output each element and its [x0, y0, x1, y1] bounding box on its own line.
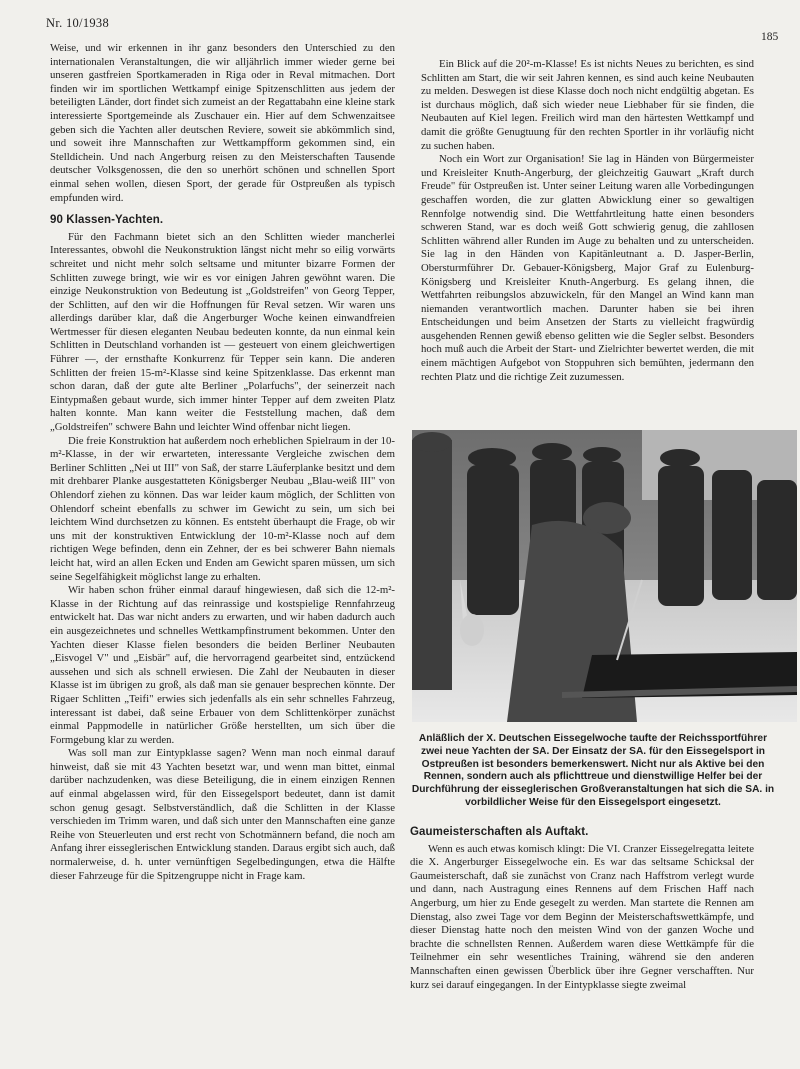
page-number: 185 — [761, 31, 779, 43]
paragraph-12m-klasse: Wir haben schon früher einmal darauf hingewiesen, daß sich die 12-m²-Klasse in der Richtung auf das reinrassige und kostspielige Rennfahrzeug entwickelt hat. Das war nicht anders zu erwarten, und wir haben dadurch auch ein ausgezeichnetes und schnelles Wettkampfinstrument bekommen. Unter den Yachten dieser Klasse fielen besonders die beiden Berliner Neubauten „Eisvogel V" und „Eisbär" auf, die hervorragend gearbeitet sind, entzückend aussehen und sich als schnell erwiesen. Die Zahl der Neubauten in dieser Klasse ist im übrigen zu groß, als daß man sie genauer besprechen könnte. Der Rigaer Schlitten „Teifi" erwies sich jedenfalls als ein sehr schnelles Fahrzeug, interessant ist dabei, daß seine Erbauer von dem Schlittenkörper zunächst einmal Pappmodelle in natürlicher Größe herstellten, um sich über die Formgebung klar zu werden. — [50, 584, 395, 746]
paragraph-organisation: Noch ein Wort zur Organisation! Sie lag in Händen von Bürgermeister und Kreisleiter Knuth-Angerburg, der gleichzeitig Gauwart „Kraft durch Freude" für Ostpreußen ist. Unter seiner Leitung waren alle Vorbedingungen geschaffen worden, die zur glatten Abwicklung einer so gewaltigen Rennfolge notwendig sind. Die Wettfahrtleitung hatte einen besonders schweren Stand, war es doch weiß Gott schwierig genug, die zahllosen Schlitten während aller Runden im Auge zu behalten und zu unterscheiden. Sie lag in den Händen von Kapitänleutnant a. D. Jasper-Berlin, Obersturmführer Dr. Gebauer-Königsberg, Major Graf zu Eulenburg-Königsberg und Kreisleiter Knuth-Angerburg. Es gelang ihnen, die Wettfahrten reibungslos abzuwickeln, für den Mangel an Wind kann man niemanden verantwortlich machen. Darunter haben sie bei ihren Entscheidungen und beim Ansetzen der Starts zu vielleicht fragwürdig ausgehenden Rennen gewiß ebenso gelitten wie die Segler selbst. Besonders hoch muß auch die Arbeit der Start- und Zielrichter bewertet werden, die mit einem mächtigen Aufgebot von Stoppuhren sich bemühten, jedermann den rechten Platz und die richtige Zeit zuzumessen. — [421, 153, 754, 383]
photo-illustration — [412, 430, 797, 722]
photo-caption: Anläßlich der X. Deutschen Eissegelwoche taufte der Reichssportführer zwei neue Yachten der SA. Der Einsatz der SA. für den Eissegelsport in Ostpreußen ist besonders bemerkenswert. Nicht nur als Aktive bei den Rennen, sondern auch als pflichttreue und dienstwillige Helfer bei der Durchführung der eisseglerischen Großveranstaltungen hat sich die SA. in vorbildlicher Weise für den Eissegelsport eingesetzt. — [411, 733, 775, 808]
paragraph-20m-klasse: Ein Blick auf die 20²-m-Klasse! Es ist nichts Neues zu berichten, es sind Schlitten am Start, die wir seit Jahren kennen, es sind auch keine Neubauten zu melden. Deswegen ist diese Klasse doch noch nicht endgültig abgetan. Es ist durchaus möglich, daß sich wieder neue Liebhaber für sie finden, die Neubauten auf Kiel legen. Freilich wird man den härtesten Wettkampf und damit die größte Genugtuung für den rechten Sportler in ihr vorläufig nicht zu suchen haben. — [421, 58, 754, 152]
left-column — [50, 42, 395, 883]
christening-photo — [412, 430, 797, 722]
section-heading-yachts: 90 Klassen-Yachten. — [50, 214, 164, 227]
paragraph-eintypklasse: Was soll man zur Eintypklasse sagen? Wenn man noch einmal darauf hinweist, daß sie mit 43 Yachten besetzt war, und wenn man bittet, einmal darüber nachzudenken, was diese Beteiligung, die in einem einzigen Rennen auf einmal abgelassen wird, für den Eissegelsport bedeutet, dann ist damit schon genug gesagt. Selbstverständlich, daß die Schlitten in der Klasse verschieden im Trimm waren, und daß sich unter den Mannschaften eine ganze Reihe von Steuerleuten und erst recht von Schotmännern befand, die noch am Anfang ihrer eisseglerischen Entwicklung standen. Daraus ergibt sich auch, daß normalerweise, d. h. unter vernünftigen Segelbedingungen, etwa die Hälfte dieser Fahrzeuge für die Spitzengruppe nicht in Frage kam. — [50, 747, 395, 882]
issue-number: Nr. 10/1938 — [46, 16, 110, 30]
intro-paragraph: Weise, und wir erkennen in ihr ganz besonders den Unterschied zu den internationalen Veranstaltungen, die wir alljährlich immer wieder gerne bei unseren gastfreien Sportkameraden in Riga oder in Reval mitmachen. Dort finden wir im sportlichen Wettkampf einige Spitzenschlitten aus jedem der beteiligten Länder, dort findet sich zumeist an der Regattabahn eine kleine stark interessierte Sportgemeinde als Zuschauer ein. Hier auf dem Schwenzaitsee geben sich die Yachten aller deutschen Reviere, soweit sie abkömmlich sind, und soweit ihre Mannschaften zur Wettkampfform gekommen sind, ein Stelldichein. Und nach Angerburg reisen zu den Meisterschaften Tausende deutscher Volksgenossen, die den so unerhört schönen und schnellen Sport einmal sehen wollen, diesen Sport, der gerade für Ostpreußen als typisch empfunden wird. — [50, 42, 395, 204]
paragraph-freie-konstruktion: Die freie Konstruktion hat außerdem noch erheblichen Spielraum in der 10-m²-Klasse, in der wir erwarteten, interessante Vergleiche zwischen dem Berliner Schlitten „Nei ut III" von Saß, der starre Läuferplanke besitzt und dem mit drehbarer Planke ausgestatteten Königsberger Neubau „Blau-weiß III" von Ohlendorf ziehen zu können. Das war leider kaum möglich, der Schlitten von Ohlendorf scheint ebenfalls zu schwer im Gewicht zu sein, um sich bei leichtem Wind durchsetzen zu können. Es entsteht überhaupt die Frage, ob wir uns mit der konstruktiven Entwicklung der 10-m²-Klasse noch auf dem richtigen Wege befinden, denn ein Zehner, der es bei schwerer Bahn niemals leicht hat, wird an allen Ecken und Enden am Gewicht sparen müssen, um sich seine Segelfähigkeit möglichst lange zu erhalten. — [50, 434, 395, 583]
paragraph-fachmann: Für den Fachmann bietet sich an den Schlitten wieder mancherlei Interessantes, obwohl die Neukonstruktion längst nicht mehr so eilig vorwärts schreitet und nicht mehr solch seltsame und mitunter bizarre Formen der Schlitten zuwege bringt, wie wir es vor einigen Jahren gewöhnt waren. Die einzige Neukonstruktion von Bedeutung ist „Goldstreifen" von Georg Tepper, der Schlitten, auf den wir die Hoffnungen für Reval setzen. Wir waren uns allerdings darüber klar, daß die Angerburger Woche keinen einwandfreien Wertmesser für diesen eleganten Neubau bedeuten konnte, da nun einmal kein Schlitten in Deutschland vorhanden ist — gesteuert von einem gleichwertigen Führer —, der ernsthafte Konkurrenz für Tepper sein kann. Die anderen Schlitten der freien 15-m²-Klasse sind keine Spitzenklasse. Das erkennt man schon daran, daß der gute alte Berliner „Polarfuchs", der seinerzeit nach Eintypmaßen gebaut wurde, sich immer hinter Tepper auf dem zweiten Platz halten konnte. Man kann weiter die Feststellung machen, daß dem „Goldstreifen" schwere Bahn und leichter Wind offenbar nicht liegen. — [50, 230, 395, 434]
right-column-top — [421, 58, 754, 384]
right-column-bottom — [410, 826, 754, 992]
section-heading-gaumeisterschaften: Gaumeisterschaften als Auftakt. — [410, 826, 589, 838]
paragraph-cranzer-regatta: Wenn es auch etwas komisch klingt: Die VI. Cranzer Eissegelregatta leitete die X. Angerburger Eissegelwoche ein. Es war das seltsame Schicksal der Gaumeisterschaft, daß sie zunächst von Cranz nach Haffstrom verlegt wurde und dann, nach Austragung eines Rennens auf dem Frischen Haff nach Angerburg, um hier zu Ende gesegelt zu werden. Man startete die Rennen am Dienstag, also zwei Tage vor dem Beginn der Meisterschaftswettkämpfe, und dieser Dienstag hatte noch den meisten Wind von der ganzen Woche und brachte die schnellsten Rennen. Außerdem waren diese Wettkämpfe für die Teilnehmer ein sehr wesentliches Training, während sie den anderen Mannschaften einen gewissen Überblick über ihre Gegner verschafften. Nur kurz sei darauf eingegangen. In der Eintypklasse siegte zweimal — [410, 842, 754, 991]
